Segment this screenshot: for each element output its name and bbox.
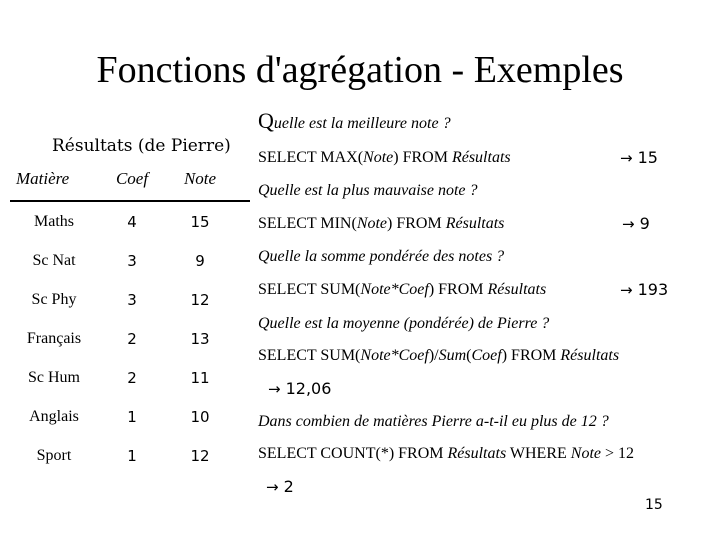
- cell-coef: 1: [127, 446, 137, 465]
- table-row: [10, 397, 250, 436]
- table-row: [10, 202, 250, 241]
- sql-avg: SELECT SUM(Note*Coef)/Sum(Coef) FROM Résultats: [258, 347, 620, 364]
- question-min: Quelle est la plus mauvaise note ?: [258, 182, 478, 199]
- arrow-icon: →: [620, 281, 633, 299]
- cell-matiere: Sc Hum: [28, 368, 80, 386]
- question-max: Quelle est la meilleure note ?: [258, 108, 451, 133]
- page-number: 15: [645, 497, 663, 513]
- result-max: → 15: [620, 148, 658, 167]
- result-sum: → 193: [620, 280, 669, 299]
- cell-matiere: Sport: [36, 446, 72, 464]
- sql-count: SELECT COUNT(*) FROM Résultats WHERE Note > 12: [258, 445, 635, 462]
- table-row: [10, 358, 250, 397]
- question-sum: Quelle la somme pondérée des notes ?: [258, 248, 505, 265]
- header-note: Note: [183, 169, 217, 188]
- cell-note: 9: [195, 251, 205, 270]
- arrow-icon: →: [268, 380, 281, 398]
- cell-note: 15: [190, 212, 210, 231]
- cell-coef: 1: [127, 407, 137, 426]
- table-row: [10, 319, 250, 358]
- table-row: [10, 241, 250, 280]
- slide-title: Fonctions d'agrégation - Exemples: [96, 49, 624, 91]
- header-coef: Coef: [115, 169, 149, 188]
- cell-coef: 4: [127, 212, 137, 231]
- cell-note: 13: [190, 329, 210, 348]
- cell-matiere: Anglais: [29, 407, 79, 425]
- table-row: [10, 436, 250, 475]
- table-row: [10, 280, 250, 319]
- table-header: [10, 158, 250, 202]
- sql-max: SELECT MAX(Note) FROM Résultats: [258, 149, 511, 166]
- cell-matiere: Maths: [34, 212, 74, 230]
- cell-matiere: Sc Nat: [32, 251, 76, 269]
- results-table: [10, 158, 250, 475]
- sql-min: SELECT MIN(Note) FROM Résultats: [258, 215, 505, 232]
- cell-matiere: Français: [26, 329, 82, 347]
- cell-coef: 2: [127, 368, 137, 387]
- cell-note: 12: [190, 446, 210, 465]
- result-count: → 2: [266, 477, 294, 496]
- cell-coef: 2: [127, 329, 137, 348]
- sql-sum: SELECT SUM(Note*Coef) FROM Résultats: [258, 281, 547, 298]
- cell-note: 11: [190, 368, 210, 387]
- cell-note: 12: [190, 290, 210, 309]
- arrow-icon: →: [622, 215, 635, 233]
- arrow-icon: →: [266, 478, 279, 496]
- arrow-icon: →: [620, 149, 633, 167]
- table-caption: Résultats (de Pierre): [52, 136, 231, 156]
- question-count: Dans combien de matières Pierre a-t-il eu plus de 12 ?: [258, 413, 609, 430]
- cell-matiere: Sc Phy: [31, 290, 77, 308]
- question-avg: Quelle est la moyenne (pondérée) de Pierre ?: [258, 315, 550, 332]
- cell-coef: 3: [127, 290, 137, 309]
- cell-note: 10: [190, 407, 210, 426]
- result-min: → 9: [622, 214, 650, 233]
- header-matiere: Matière: [16, 169, 70, 188]
- cell-coef: 3: [127, 251, 137, 270]
- result-avg: → 12,06: [268, 379, 332, 398]
